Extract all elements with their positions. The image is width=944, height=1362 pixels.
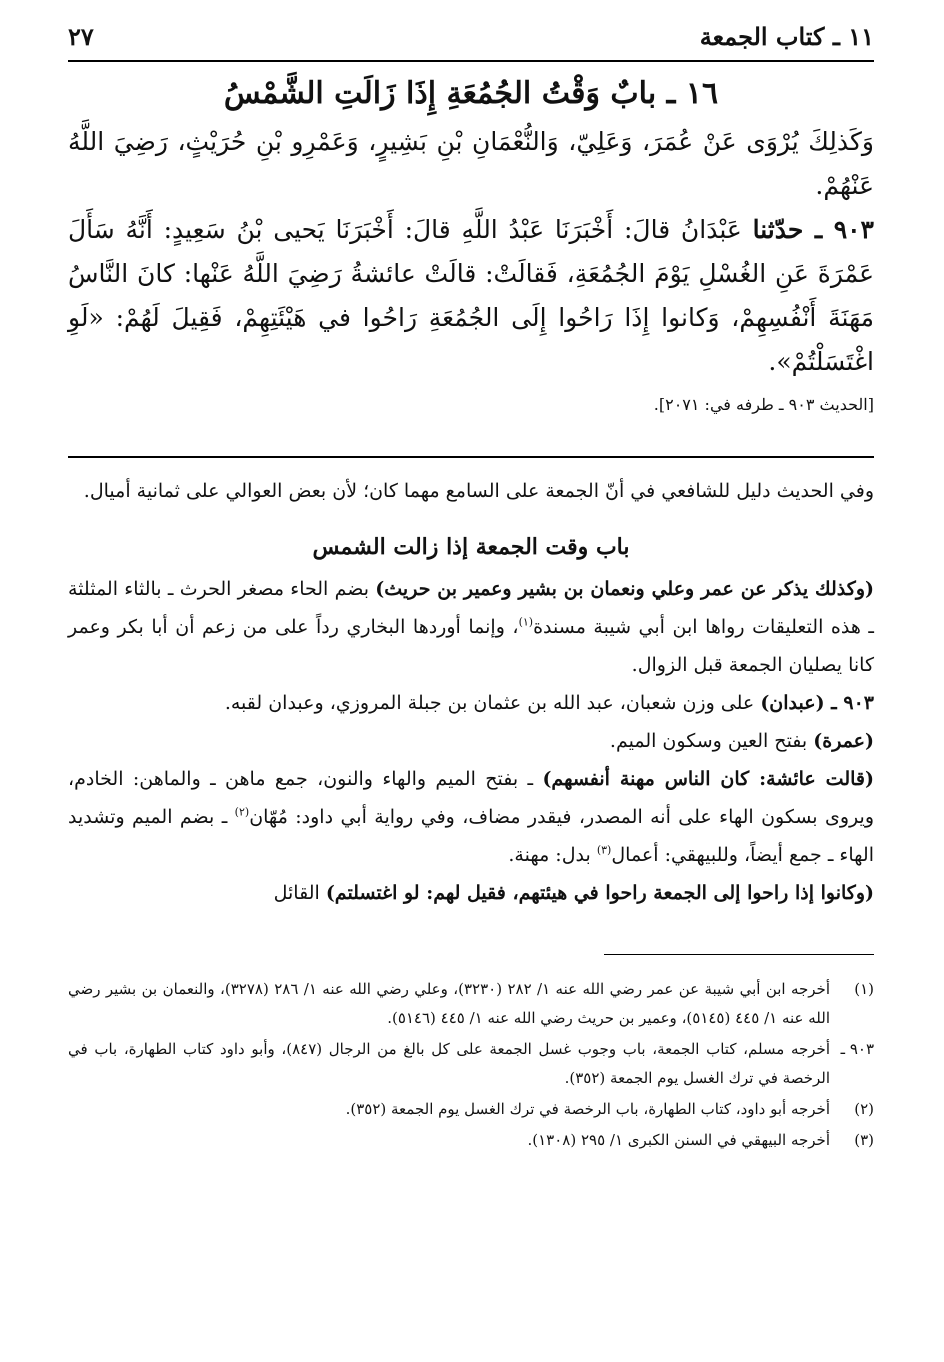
matn-intro: وَكَذلِكَ يُرْوَى عَنْ عُمَرَ، وَعَلِيّ، وَالنُّعْمَانِ بْنِ بَشِيرٍ، وَعَمْرِو بْنِ حُرَيْثٍ، رَضِيَ اللَّهُ عَنْهُمْ. <box>68 127 874 200</box>
sharh-text: ـ بضم الميم وتشديد الهاء ـ جمع أيضاً، وللبيهقي: أعمال <box>68 806 874 866</box>
footnote-ref-3[interactable]: (٣) <box>596 843 612 857</box>
footnote-rule <box>604 954 874 955</box>
sharh-chapter-title: باب وقت الجمعة إذا زالت الشمس <box>312 534 630 560</box>
footnote-ref-2[interactable]: (٢) <box>234 805 250 819</box>
sharh-quote: (عمرة) <box>813 730 874 752</box>
sharh-paragraph-1: وفي الحديث دليل للشافعي في أنّ الجمعة على السامع مهما كان؛ لأن بعض العوالي على ثمانية أميال. <box>83 480 874 502</box>
footnote-number: (٣) <box>854 1131 874 1149</box>
footnotes <box>68 975 874 1155</box>
sharh-text: بضم الحاء مصغر الحرث ـ بالثاء المثلثة ـ هذه التعليقات رواها ابن أبي شيبة مسندة <box>68 578 874 638</box>
running-header <box>68 20 874 54</box>
sharh-paragraph-3 <box>68 684 874 760</box>
page-number: ٢٧ <box>68 22 94 51</box>
sharh-quote: ٩٠٣ ـ (عبدان) <box>760 692 874 714</box>
hadith-takhrij: [الحديث ٩٠٣ ـ طرفه في: ٢٠٧١]. <box>653 395 874 414</box>
hadith-number: ٩٠٣ ـ حدّثنا <box>752 215 874 244</box>
footnote-number: (٢) <box>854 1100 874 1118</box>
footnote-text: أخرجه أبو داود، كتاب الطهارة، باب الرخصة في ترك الغسل يوم الجمعة (٣٥٢). <box>345 1100 830 1118</box>
footnote-number: ٩٠٣ ـ <box>840 1040 874 1058</box>
sharh-text: بدل: مهنة. <box>508 844 597 866</box>
hadith-text <box>68 208 874 384</box>
footnote-item <box>68 1126 874 1155</box>
footnote-text: أخرجه البيهقي في السنن الكبرى ١/ ٢٩٥ (١٣٠٨). <box>527 1131 830 1149</box>
chapter-title: ١٦ ـ بابٌ وَقْتُ الجُمُعَةِ إِذَا زَالَتِ الشَّمْسُ <box>223 76 719 111</box>
sharh-quote: (وكذلك يذكر عن عمر وعلي ونعمان بن بشير وعمير بن حريث) <box>375 578 874 600</box>
footnote-item <box>68 975 874 1033</box>
header-rule <box>68 60 874 62</box>
sharh-text: ، وإنما أوردها البخاري رداً على من زعم أن أبا بكر وعمر كانا يصليان الجمعة قبل الزوال. <box>68 616 874 676</box>
sharh-paragraph-2 <box>68 570 874 684</box>
matn-sharh-divider <box>68 456 874 458</box>
footnote-text: أخرجه ابن أبي شيبة عن عمر رضي الله عنه ١/ ٢٨٢ (٣٢٣٠)، وعلي رضي الله عنه ١/ ٢٨٦ (٣٢٧٨)، والنعمان بن بشير رضي الله عنه ١/ ٤٤٥ (٥١٤٥)، وعمير بن حريث رضي الله عنه ١/ ٤٤٥ (٥١٤٦). <box>68 980 830 1027</box>
footnote-item <box>68 1035 874 1093</box>
running-title: ١١ ـ كتاب الجمعة <box>699 22 874 51</box>
book-page <box>68 20 874 1155</box>
sharh-text: ـ بفتح الميم والهاء والنون، جمع ماهن ـ والماهن: الخادم، ويروى بسكون الهاء على أنه المصدر، فيقدر مضاف، وفي رواية أبي داود: مُهّان <box>68 768 874 828</box>
footnote-text: أخرجه مسلم، كتاب الجمعة، باب وجوب غسل الجمعة على كل بالغ من الرجال (٨٤٧)، وأبو داود كتاب الطهارة، باب في الرخصة في ترك الغسل يوم الجمعة (٣٥٢). <box>68 1040 831 1087</box>
footnote-ref-1[interactable]: (١) <box>518 615 534 629</box>
sharh-quote: (قالت عائشة: كان الناس مهنة أنفسهم) <box>542 768 874 790</box>
sharh-text: القائل <box>273 882 326 904</box>
footnote-number: (١) <box>854 980 874 998</box>
sharh-paragraph-4 <box>68 760 874 874</box>
footnote-item <box>68 1095 874 1124</box>
sharh-text: بفتح العين وسكون الميم. <box>609 730 814 752</box>
sharh-paragraph-5 <box>68 874 874 912</box>
hadith-body: عَبْدَانُ قالَ: أَخْبَرَنَا عَبْدُ اللَّهِ قالَ: أَخْبَرَنَا يَحيى بْنُ سَعِيدٍ: أَنَّهُ سَأَلَ عَمْرَةَ عَنِ الغُسْلِ يَوْمَ الجُمُعَةِ، فَقالَتْ: قالَتْ عائشةُ رَضِيَ اللَّهُ عَنْها: كانَ النَّاسُ مَهَنَةَ أَنْفُسِهِمْ، وَكانوا إِذَا رَاحُوا إِلَى الجُمُعَةِ رَاحُوا في هَيْئَتِهِمْ، فَقِيلَ لَهُمْ: «لَوِ اغْتَسَلْتُمْ». <box>68 215 874 376</box>
sharh-text: على وزن شعبان، عبد الله بن عثمان بن جبلة المروزي، وعبدان لقبه. <box>224 692 761 714</box>
sharh-quote: (وكانوا إذا راحوا إلى الجمعة راحوا في هيئتهم، فقيل لهم: لو اغتسلتم) <box>325 882 874 904</box>
